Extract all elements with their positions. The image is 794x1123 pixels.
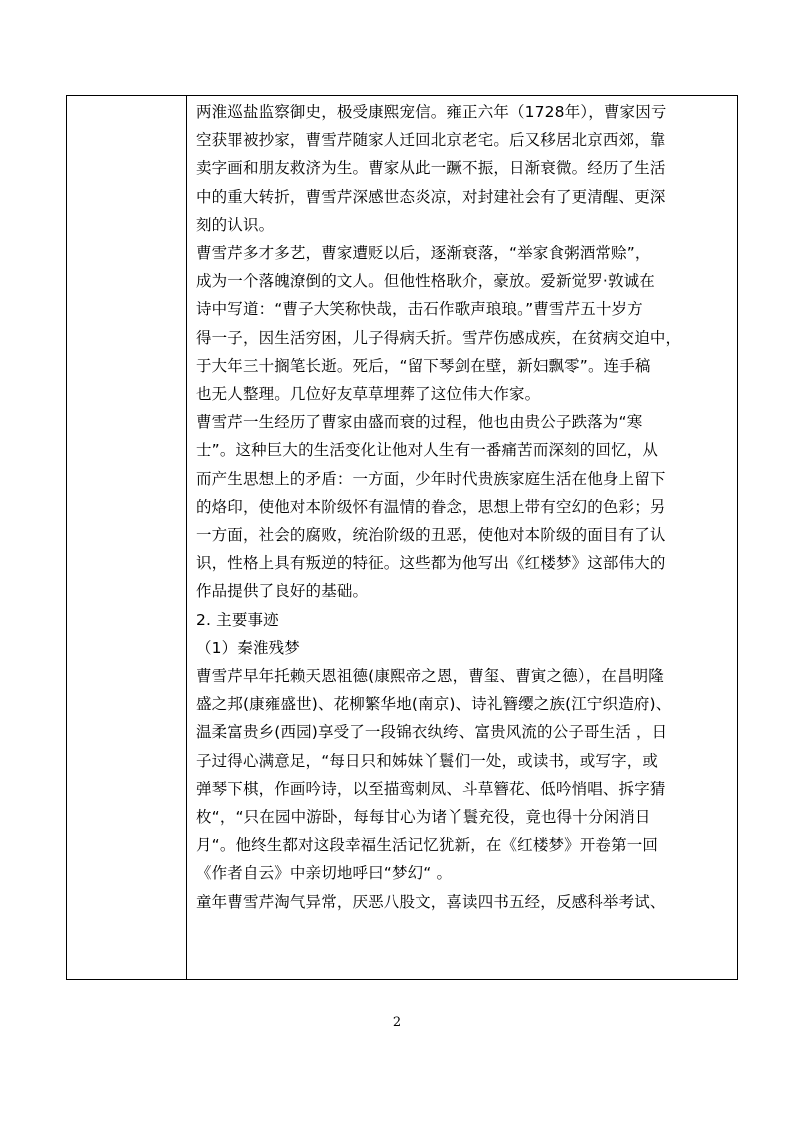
text-line: 的烙印，使他对本阶级怀有温情的眷念，思想上带有空幻的色彩；另 [196, 497, 666, 516]
table-content-cell [196, 98, 736, 916]
text-line: 士”。这种巨大的生活变化让他对人生有一番痛苦而深刻的回忆，从 [196, 441, 659, 460]
text-line: 《作者自云》中亲切地呼曰“梦幻“ 。 [196, 864, 453, 883]
text-line: 于大年三十搁笔长逝。死后，“留下琴剑在壁，新妇飘零”。连手稿 [196, 356, 651, 375]
text-line: 曹雪芹多才多艺，曹家遭贬以后，逐渐衰落，“举家食粥酒常赊”， [196, 244, 651, 263]
text-line: 温柔富贵乡(西园)享受了一段锦衣纨绔、富贵风流的公子哥生活 ，日 [196, 723, 668, 742]
text-line: 一方面，社会的腐败，统治阶级的丑恶，使他对本阶级的面目有了认 [196, 526, 666, 545]
text-line: 作品提供了良好的基础。 [196, 582, 369, 601]
text-line: 刻的认识。 [196, 215, 275, 234]
text-line: 曹雪芹早年托赖天恩祖德(康熙帝之恩，曹玺、曹寅之德），在昌明隆 [196, 667, 664, 686]
text-line: 诗中写道：“曹子大笑称快哉，击石作歌声琅琅。”曹雪芹五十岁方 [196, 300, 643, 319]
text-line: 空获罪被抄家，曹雪芹随家人迁回北京老宅。后又移居北京西郊，靠 [196, 131, 666, 150]
text-line: 2. 主要事迹 [196, 610, 279, 629]
text-line: 曹雪芹一生经历了曹家由盛而衰的过程，他也由贵公子跌落为“寒 [196, 413, 643, 432]
text-line: 月“。他终生都对这段幸福生活记忆犹新，在《红楼梦》开卷第一回 [196, 836, 659, 855]
text-line: 童年曹雪芹淘气异常，厌恶八股文，喜读四书五经，反感科举考试、 [196, 892, 666, 911]
text-line: 枚“，“只在园中游卧，每每甘心为诸丫鬟充役，竟也得十分闲消日 [196, 808, 651, 827]
text-line: 成为一个落魄潦倒的文人。但他性格耿介，豪放。爱新觉罗·敦诚在 [196, 272, 655, 291]
content-table [66, 95, 738, 980]
table-left-column [67, 96, 187, 979]
text-line: 识，性格上具有叛逆的特征。这些都为他写出《红楼梦》这部伟大的 [196, 554, 666, 573]
text-line: 卖字画和朋友救济为生。曹家从此一蹶不振，日渐衰微。经历了生活 [196, 159, 666, 178]
text-line: 两淮巡盐监察御史，极受康熙宠信。雍正六年（1728年），曹家因亏 [196, 103, 667, 121]
text-line: 中的重大转折，曹雪芹深感世态炎凉，对封建社会有了更清醒、更深 [196, 187, 666, 206]
text-line: 弹琴下棋，作画吟诗，以至描鸾刺凤、斗草簪花、低吟悄唱、拆字猜 [196, 779, 666, 798]
text-line: 得一子，因生活穷困，儿子得病夭折。雪芹伤感成疾，在贫病交迫中， [196, 328, 682, 347]
text-line: （1）秦淮残梦 [196, 638, 300, 657]
text-line: 也无人整理。几位好友草草埋葬了这位伟大作家。 [196, 385, 541, 404]
text-line: 而产生思想上的矛盾：一方面，少年时代贵族家庭生活在他身上留下 [196, 469, 666, 488]
text-line: 子过得心满意足，“每日只和姊妹丫鬟们一处，或读书，或写字，或 [196, 751, 659, 770]
text-line: 盛之邦(康雍盛世)、花柳繁华地(南京)、诗礼簪缨之族(江宁织造府)、 [196, 695, 672, 714]
page-number: 2 [392, 1015, 402, 1030]
